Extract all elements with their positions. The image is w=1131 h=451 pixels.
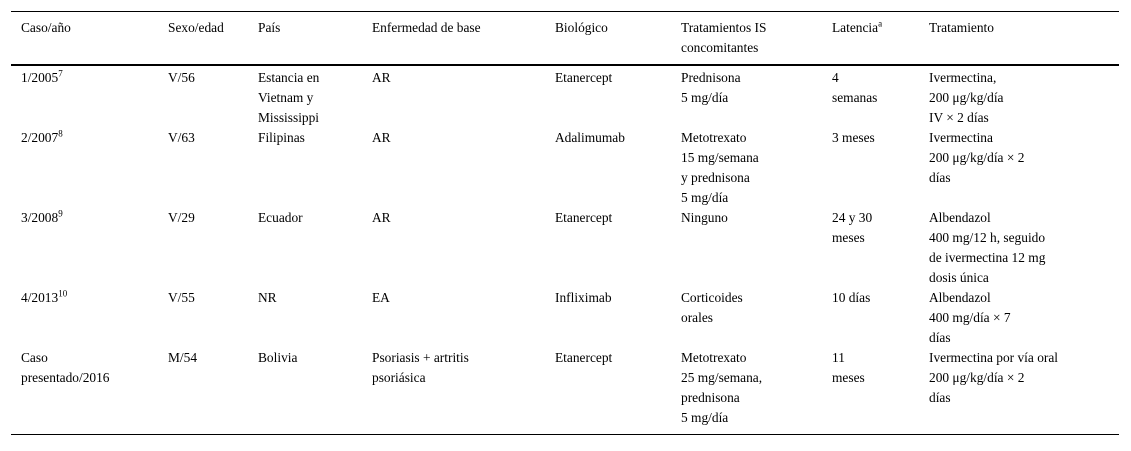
reference-link[interactable]: 9 [58, 208, 63, 219]
footnote-marker: a [878, 18, 883, 29]
table-row [11, 348, 1119, 435]
cell-sexo-edad: V/29 [168, 210, 195, 225]
cell-caso: Caso presentado/2016 [21, 350, 110, 385]
cell-tratamientos-is: Metotrexato 25 mg/semana, prednisona 5 mg/día [681, 350, 763, 425]
reference-link[interactable]: 7 [58, 68, 63, 79]
header-pais: País [258, 20, 281, 35]
header-biologico: Biológico [555, 20, 608, 35]
cell-sexo-edad: V/55 [168, 290, 195, 305]
cell-tratamiento: Albendazol 400 mg/día × 7 días [929, 290, 1011, 345]
table-header [11, 12, 1119, 66]
cell-tratamiento: Albendazol 400 mg/12 h, seguido de ivermectina 12 mg dosis única [929, 210, 1046, 285]
cell-biologico: Etanercept [555, 210, 613, 225]
cell-caso: 2/2007$^8$ [21, 128, 63, 145]
cell-latencia: 24 y 30 meses [832, 210, 873, 245]
cell-latencia: 11 meses [832, 350, 865, 385]
cell-sexo-edad: M/54 [168, 350, 198, 365]
cell-biologico: Adalimumab [555, 130, 625, 145]
table-row [11, 288, 1119, 348]
cell-caso: 4/2013$^{10}$ [21, 288, 68, 305]
header-sexo-edad: Sexo/edad [168, 20, 224, 35]
cell-tratamientos-is: Corticoides orales [681, 290, 743, 325]
cell-tratamientos-is: Prednisona 5 mg/día [681, 70, 741, 105]
header-enfermedad-de-base: Enfermedad de base [372, 20, 481, 35]
cell-enfermedad: AR [372, 210, 391, 225]
header-caso-ano: Caso/año [21, 20, 71, 35]
clinical-cases-table [11, 11, 1119, 435]
cell-biologico: Etanercept [555, 70, 613, 85]
cell-caso: 3/2008$^9$ [21, 208, 63, 225]
cell-sexo-edad: V/56 [168, 70, 195, 85]
cell-tratamiento: Ivermectina, 200 μg/kg/día IV × 2 días [929, 70, 1004, 125]
cell-enfermedad: Psoriasis + artritis psoriásica [372, 350, 469, 385]
cell-pais: Ecuador [258, 210, 303, 225]
cell-pais: NR [258, 290, 277, 305]
reference-link[interactable]: 10 [58, 288, 68, 299]
cell-enfermedad: AR [372, 70, 391, 85]
table-row [11, 208, 1119, 288]
cell-tratamiento: Ivermectina por vía oral 200 μg/kg/día × 2 días [929, 350, 1059, 405]
table-body [11, 65, 1119, 435]
cell-tratamientos-is: Ninguno [681, 210, 728, 225]
cell-biologico: Infliximab [555, 290, 612, 305]
header-tratamientos-is: Tratamientos IS concomitantes [681, 20, 767, 55]
cell-enfermedad: AR [372, 130, 391, 145]
cell-latencia: 4 semanas [832, 70, 878, 105]
table-row [11, 128, 1119, 208]
table-container [11, 11, 1119, 435]
cell-biologico: Etanercept [555, 350, 613, 365]
table-row [11, 65, 1119, 128]
cell-latencia: 10 días [832, 290, 871, 305]
cell-pais: Estancia en Vietnam y Mississippi [258, 70, 320, 125]
header-tratamiento: Tratamiento [929, 20, 994, 35]
header-latencia: Latencia$^a$ [832, 18, 883, 35]
cell-tratamiento: Ivermectina 200 μg/kg/día × 2 días [929, 130, 1025, 185]
cell-tratamientos-is: Metotrexato 15 mg/semana y prednisona 5 mg/día [681, 130, 759, 205]
cell-pais: Bolivia [258, 350, 298, 365]
cell-enfermedad: EA [372, 290, 390, 305]
cell-caso: 1/2005$^7$ [21, 68, 63, 85]
cell-pais: Filipinas [258, 130, 305, 145]
reference-link[interactable]: 8 [58, 128, 63, 139]
cell-sexo-edad: V/63 [168, 130, 195, 145]
cell-latencia: 3 meses [832, 130, 875, 145]
header-row [11, 12, 1119, 66]
